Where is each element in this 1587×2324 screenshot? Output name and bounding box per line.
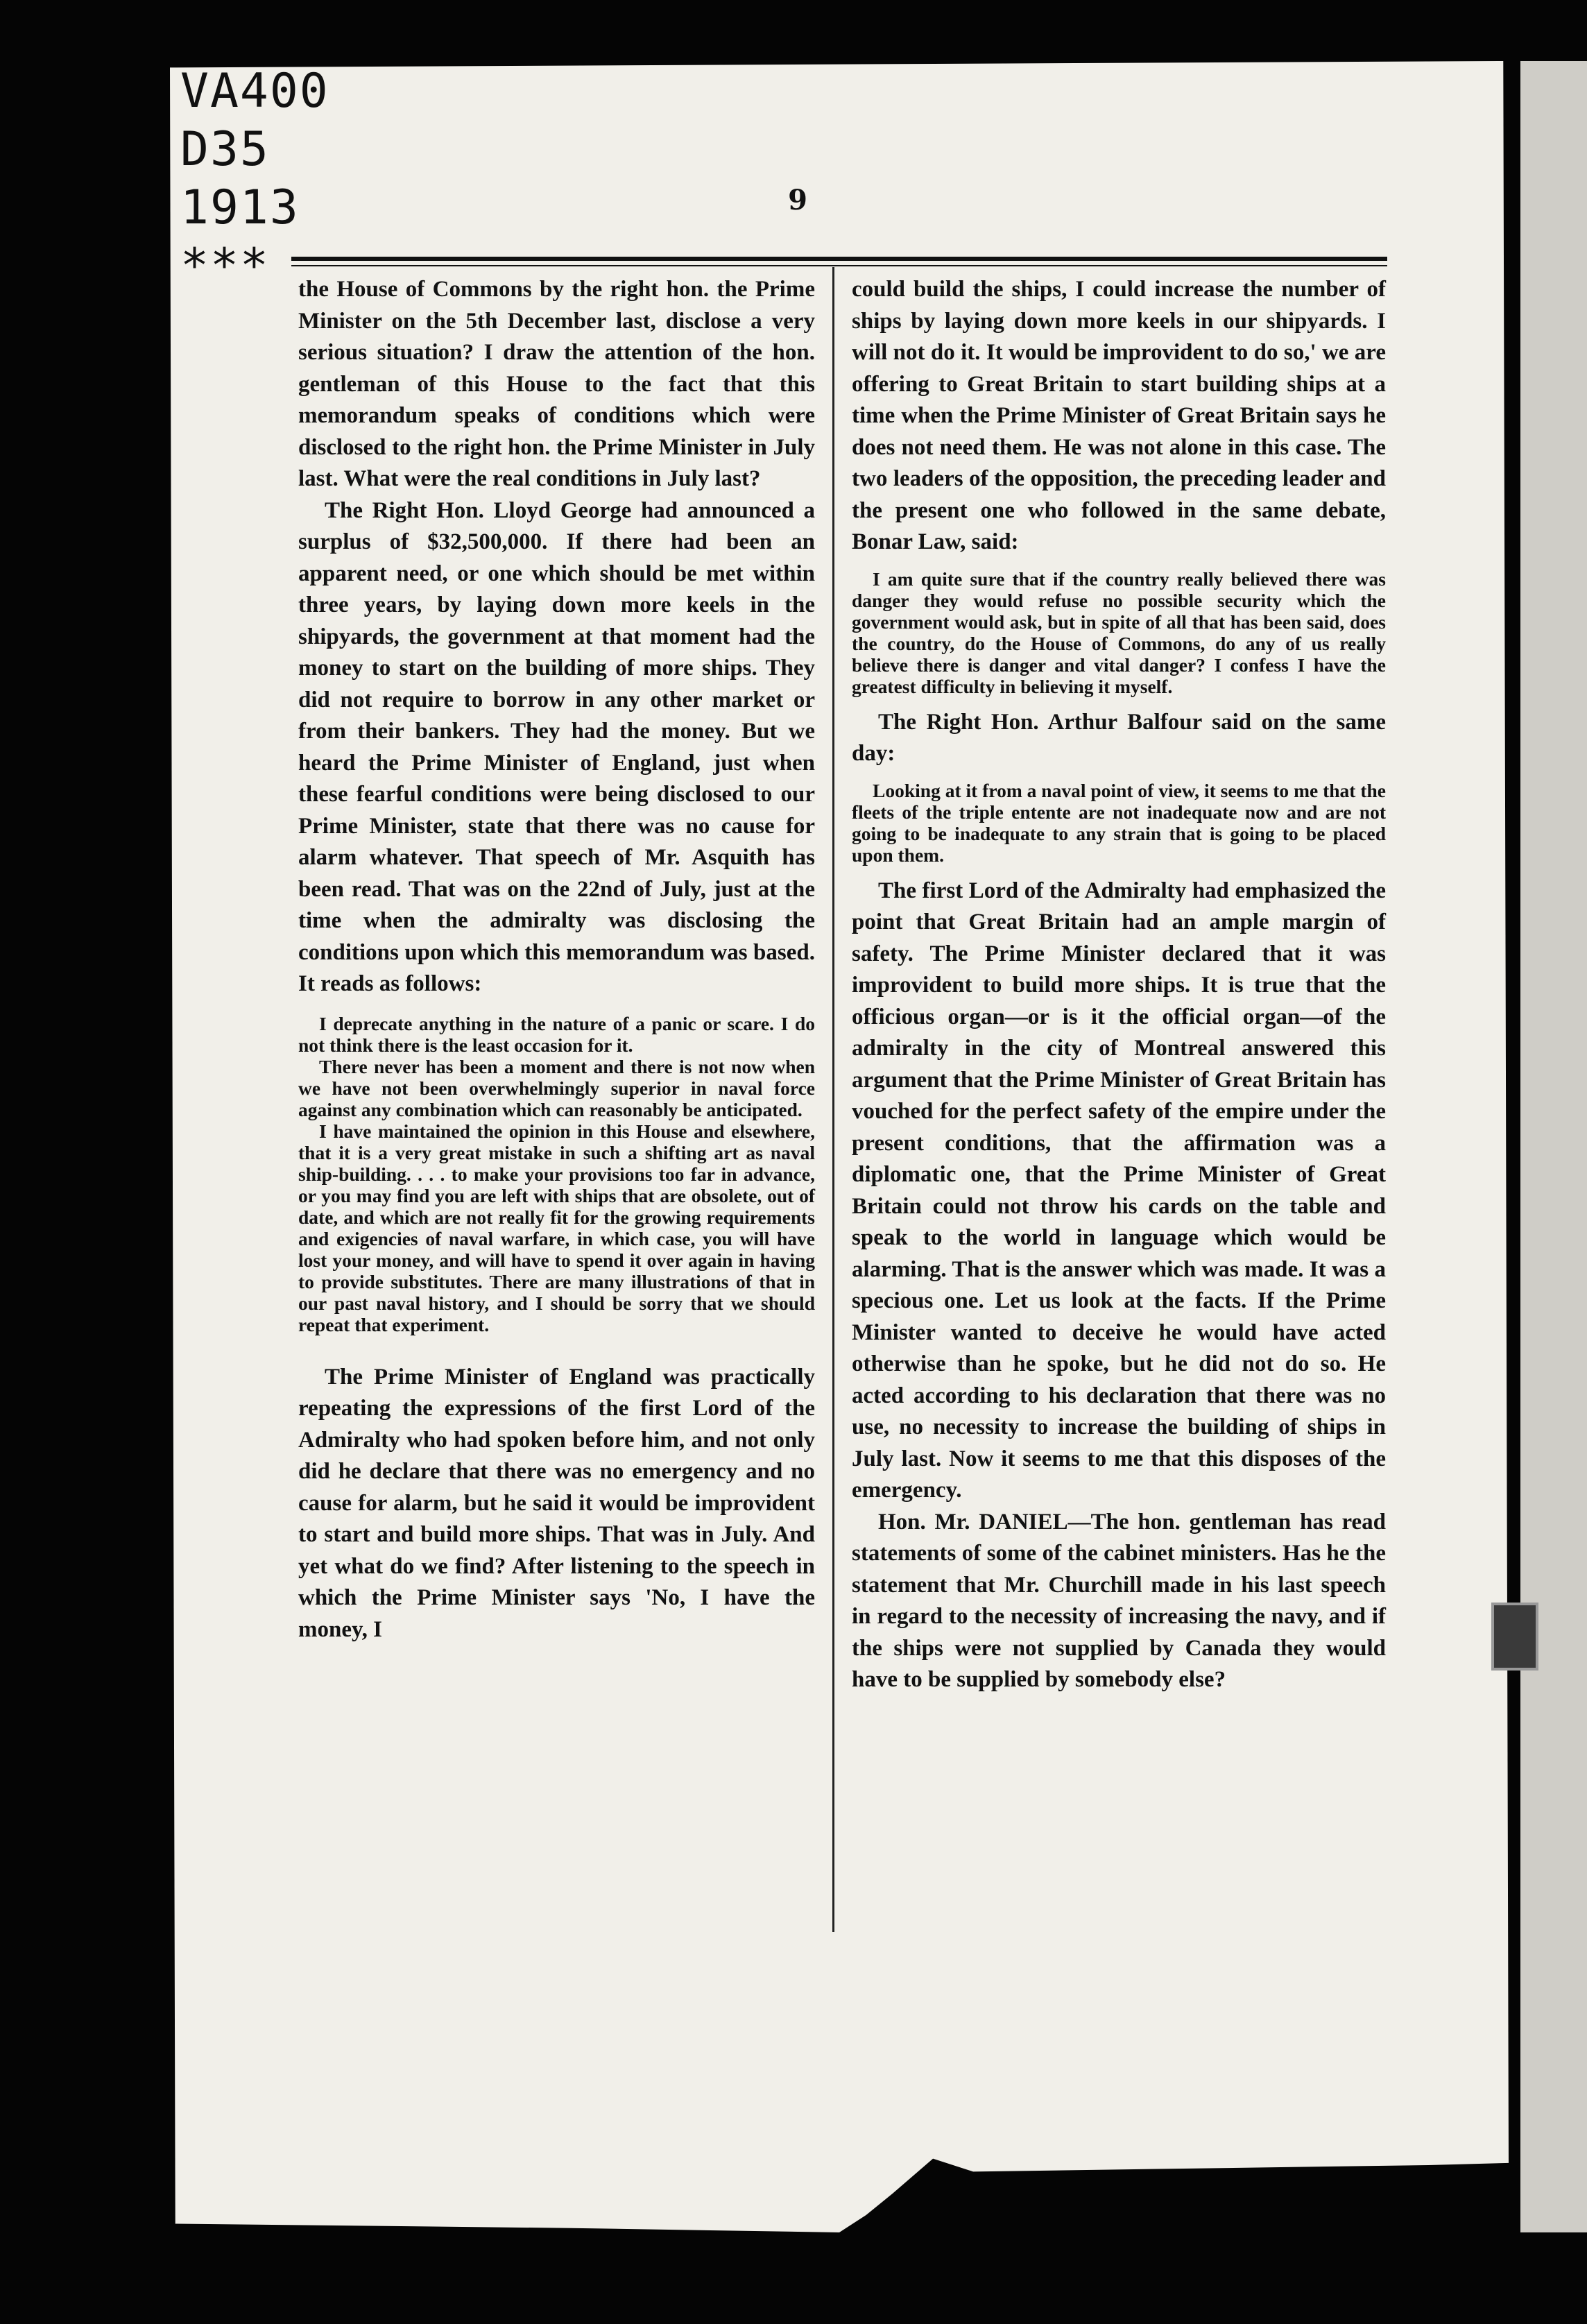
body-paragraph: The Right Hon. Lloyd George had announced a surplus of $32,500,000. If there had been an apparent need, or one which should be met within three years, by laying down more keels in the shipyards, the government at that moment had the money to start on the building of more ships. They did not require to borrow in any other market or from their bankers. They had the money. But we heard the Prime Minister of England, just when these fearful conditions were being disclosed to our Prime Minister, state that there was no cause for alarm whatever. That speech of Mr. Asquith has been read. That was on the 22nd of July, just at the time when the admiralty was disclosing the conditions upon which this memorandum was based. It reads as follows: — [298, 497, 815, 996]
body-paragraph: the House of Commons by the right hon. the Prime Minister on the 5th December last, disclose a very serious situation? I draw the attention of the hon. gentleman of this House to the fact that this memorandum speaks of conditions which were disclosed to the right hon. the Prime Minister in July last. What were the real conditions in July last? — [298, 277, 815, 491]
quote-paragraph: There never has been a moment and there is not now when we have not been overwhelmingly superior in naval force against any combination which can reasonably be anticipated. — [298, 1055, 815, 1120]
quote-paragraph: I am quite sure that if the country really believed there was danger they would refuse no possible security which the government would ask, but in spite of all that has been said, does the country, do the House of Commons, do any of us really believe there is danger and vital danger? I confess I have the greatest difficulty in believing it myself. — [852, 567, 1386, 697]
quoted-passage — [852, 568, 1386, 697]
right-column — [852, 274, 1386, 1696]
quote-paragraph: Looking at it from a naval point of view, it seems to me that the fleets of the triple entente are not inadequate now and are not going to be inadequate to any strain that is going to be placed upon them. — [852, 779, 1386, 866]
binder-clip — [1491, 1603, 1538, 1671]
header-rule — [291, 257, 1387, 261]
body-paragraph: The Right Hon. Arthur Balfour said on the same day: — [852, 709, 1386, 766]
body-paragraph: Hon. Mr. DANIEL—The hon. gentleman has read statements of some of the cabinet ministers. Has he the statement that Mr. Churchill made in his last speech in regard to the necessity of increasing the navy, and if the ships were not supplied by Canada they would have to be supplied by somebody else? — [852, 1509, 1386, 1692]
body-paragraph: could build the ships, I could increase the number of ships by laying down more keels in our shipyards. I will not do it. It would be improvident to do so,' we are offering to Great Britain to start building ships at a time when the Prime Minister of Great Britain says he does not need them. He was not alone in this case. The two leaders of the opposition, the preceding leader and the present one who followed in the same debate, Bonar Law, said: — [852, 277, 1386, 554]
quoted-passage — [298, 1013, 815, 1335]
quoted-passage — [852, 780, 1386, 866]
header-rule-thin — [291, 265, 1387, 266]
page-number: 9 — [788, 184, 807, 216]
call-number-line: D35 — [180, 122, 270, 177]
call-number-line: 1913 — [180, 180, 300, 235]
body-paragraph: The Prime Minister of England was practically repeating the expressions of the first Lord of the Admiralty who had spoken before him, and not only did he declare that there was no emergency and no cause for alarm, but he said it would be improvident to start and build more ships. That was in July. And yet what do we find? After listening to the speech in which the Prime Minister says 'No, I have the money, I — [298, 1364, 815, 1642]
call-number-line: *** — [180, 239, 270, 293]
page-gap — [1513, 61, 1520, 2232]
adjacent-page-edge — [1513, 61, 1587, 2232]
quote-paragraph: I have maintained the opinion in this House and elsewhere, that it is a very great mistake in such a shifting art as naval ship-building. . . . to make your provisions too far in advance, or you may find you are left with ships that are obsolete, out of date, and which are not really fit for the growing requirements and exigencies of naval warfare, in which case, you will have lost your money, and will have to spend it over again in having to provide substitutes. There are many illustrations of that in our past naval history, and I should be sorry that we should repeat that experiment. — [298, 1120, 815, 1335]
left-column — [298, 274, 815, 1646]
column-divider — [832, 267, 834, 1932]
body-paragraph: The first Lord of the Admiralty had emphasized the point that Great Britain had an ample margin of safety. The Prime Minister declared that it was improvident to build more ships. It is true that the officious organ—or is it the official organ—of the admiralty in the city of Montreal answered this argument that the Prime Minister of Great Britain has vouched for the perfect safety of the empire under the present conditions, that the affirmation was a diplomatic one, that the Prime Minister of Great Britain could not throw his cards on the table and speak to the world in language which would be alarming. That is the answer which was made. It was a specious one. Let us look at the facts. If the Prime Minister wanted to deceive he would have acted otherwise than he spoke, but he did not do so. He acted according to his declaration that there was no use, no necessity to increase the building of ships in July last. Now it seems to me that this disposes of the emergency. — [852, 878, 1386, 1503]
quote-paragraph: I deprecate anything in the nature of a panic or scare. I do not think there is the least occasion for it. — [298, 1012, 815, 1056]
call-number-line: VA400 — [180, 64, 329, 119]
